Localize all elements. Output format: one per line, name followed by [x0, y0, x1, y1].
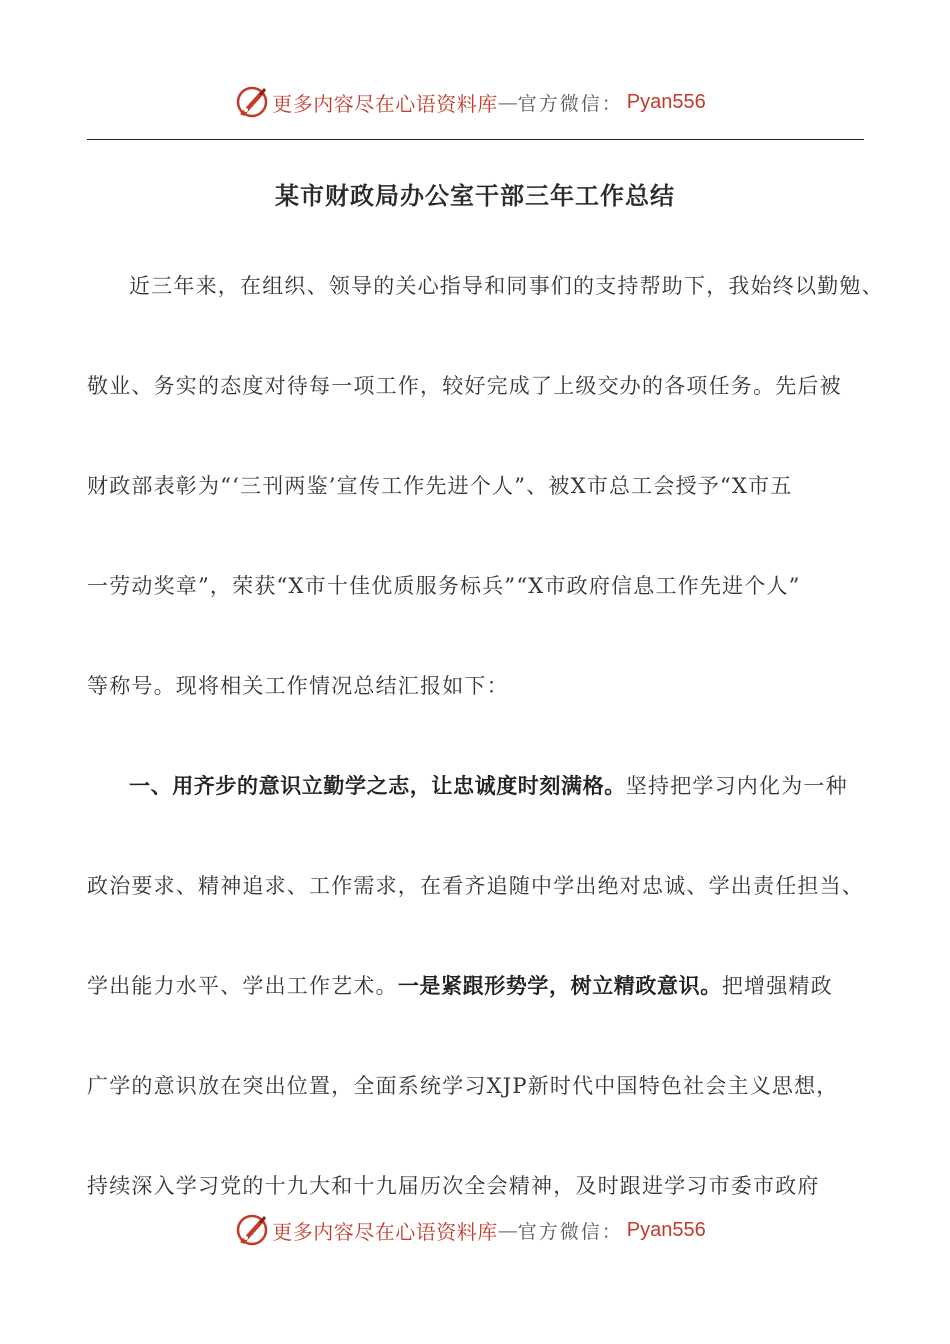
document-body: [87, 264, 884, 1264]
wechat-id: Pyan556: [626, 1218, 706, 1241]
wechat-label: 官方微信：: [517, 1220, 623, 1243]
paragraph-line: 近三年来，在组织、领导的关心指导和同事们的支持帮助下，我始终以勤勉、: [129, 274, 884, 298]
pen-circle-logo-icon: [234, 84, 270, 120]
line-suffix: 把增强精政: [721, 974, 833, 998]
subsection-heading: 一是紧跟形势学，树立精政意识。: [397, 974, 722, 998]
paragraph-line: 等称号。现将相关工作情况总结汇报如下：: [87, 674, 509, 698]
section-heading-rest: 坚持把学习内化为一种: [625, 774, 848, 798]
banner-separator: —: [497, 90, 518, 114]
document-title: 某市财政局办公室干部三年工作总结: [275, 182, 675, 210]
paragraph-line: 持续深入学习党的十九大和十九届历次全会精神，及时跟进学习市委市政府: [87, 1174, 820, 1198]
brand-text: 更多内容尽在心语资料库: [272, 1219, 498, 1244]
paragraph-line: 敬业、务实的态度对待每一项工作，较好完成了上级交办的各项任务。先后被: [87, 374, 842, 398]
header-banner-content: [234, 84, 705, 120]
pen-circle-logo-icon: [234, 1212, 270, 1248]
brand-text: 更多内容尽在心语资料库: [272, 91, 498, 116]
line-prefix: 学出能力水平、学出工作艺术。: [87, 974, 398, 998]
wechat-id: Pyan556: [626, 90, 706, 113]
footer-banner: [0, 1210, 950, 1250]
section-heading: 一、用齐步的意识立勤学之志，让忠诚度时刻满格。: [129, 774, 626, 798]
paragraph-line-mixed: [87, 964, 873, 1064]
section-heading-line: [87, 764, 873, 864]
paragraph-line: 财政部表彰为“‘三刊两鉴’宣传工作先进个人”、被X市总工会授予“X市五: [87, 474, 793, 498]
paragraph-line: 广学的意识放在突出位置，全面系统学习XJP新时代中国特色社会主义思想，: [87, 1074, 839, 1098]
paragraph-line: 政治要求、精神追求、工作需求，在看齐追随中学出绝对忠诚、学出责任担当、: [87, 874, 864, 898]
header-banner: [0, 82, 950, 122]
footer-banner-content: [234, 1212, 705, 1248]
header-divider: [87, 139, 864, 140]
banner-separator: —: [497, 1218, 518, 1242]
wechat-label: 官方微信：: [517, 92, 623, 115]
paragraph-line: 一劳动奖章”，荣获“X市十佳优质服务标兵”“X市政府信息工作先进个人”: [87, 574, 801, 598]
